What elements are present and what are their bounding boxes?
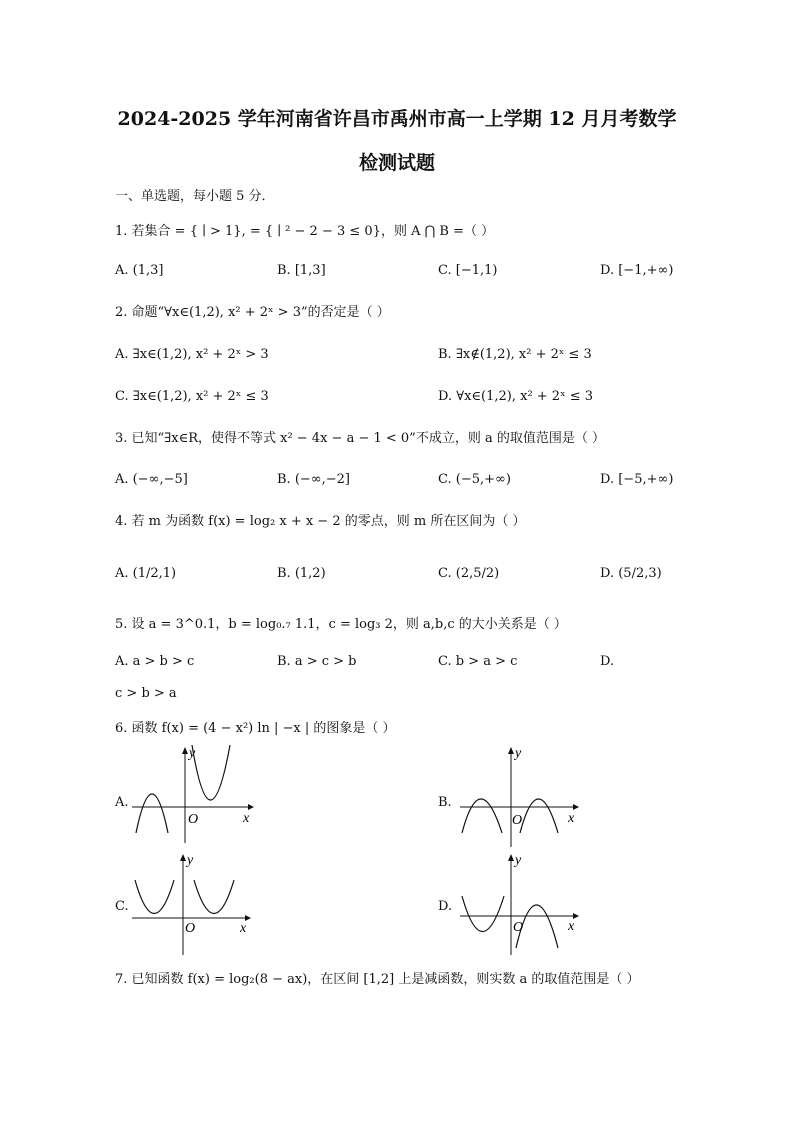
y-axis-label: y — [189, 746, 196, 761]
q3-option-c: C. (−5,+∞) — [438, 472, 511, 487]
origin-label: O — [512, 813, 523, 828]
q5-option-d-continued: c > b > a — [115, 686, 177, 701]
q1-option-a: A. (1,3] — [115, 263, 164, 278]
origin-label: O — [188, 812, 199, 827]
document-title-line2: 检测试题 — [358, 152, 435, 174]
x-axis-label: x — [243, 811, 250, 826]
question-7-stem: 7. 已知函数 f(x) = log₂(8 − ax)，在区间 [1,2] 上是减函数，则实数 a 的取值范围是（ ） — [115, 972, 640, 987]
x-axis-arrow — [573, 804, 579, 810]
y-axis-arrow — [182, 747, 188, 754]
q1-option-b: B. [1,3] — [277, 263, 326, 278]
q5-option-c: C. b > a > c — [438, 654, 518, 669]
q4-option-d: D. (5/2,3) — [600, 566, 662, 581]
q2-option-d: D. ∀x∈(1,2), x² + 2ˣ ≤ 3 — [438, 389, 594, 404]
q4-option-c: C. (2,5/2) — [438, 566, 500, 581]
x-axis-label: x — [568, 919, 575, 934]
q3-option-d: D. [−5,+∞) — [600, 472, 674, 487]
question-3-stem: 3. 已知“∃x∈R，使得不等式 x² − 4x − a − 1 < 0”不成立，则 a 的取值范围是（ ） — [115, 431, 605, 446]
origin-label: O — [185, 921, 196, 936]
question-1-stem: 1. 若集合 = { ∣ > 1}, = { ∣ ² − 2 − 3 ≤ 0}，则 A ⋂ B =（ ） — [115, 224, 495, 239]
q4-option-a: A. (1/2,1) — [115, 566, 177, 581]
question-6-stem: 6. 函数 f(x) = (4 − x²) ln | −x | 的图象是（ ） — [115, 721, 396, 736]
curve-left — [462, 896, 504, 932]
question-2-stem: 2. 命题“∀x∈(1,2), x² + 2ˣ > 3”的否定是（ ） — [115, 305, 390, 320]
origin-label: O — [513, 920, 524, 935]
question-4-stem: 4. 若 m 为函数 f(x) = log₂ x + x − 2 的零点，则 m 所在区间为（ ） — [115, 514, 526, 529]
curve-right — [520, 799, 558, 833]
curve-left — [136, 794, 168, 833]
y-axis-arrow — [508, 854, 514, 861]
x-axis-arrow — [248, 804, 254, 810]
q5-option-b: B. a > c > b — [277, 654, 357, 669]
curve-right — [192, 745, 230, 800]
q5-option-d: D. — [600, 654, 615, 669]
x-axis-label: x — [240, 921, 247, 936]
q6-graph-b — [458, 745, 588, 850]
curve-left — [135, 880, 174, 914]
q1-option-d: D. [−1,+∞) — [600, 263, 674, 278]
y-axis-label: y — [515, 853, 522, 868]
q3-option-a: A. (−∞,−5] — [115, 472, 188, 487]
section-heading: 一、单选题，每小题 5 分． — [115, 189, 275, 204]
q4-option-b: B. (1,2) — [277, 566, 326, 581]
q1-option-c: C. [−1,1) — [438, 263, 498, 278]
x-axis-label: x — [568, 811, 575, 826]
q6-graph-d — [458, 852, 588, 957]
q6-graph-a — [130, 745, 260, 845]
y-axis-label: y — [515, 746, 522, 761]
curve-left — [462, 799, 502, 833]
document-title-line1: 2024-2025 学年河南省许昌市禹州市高一上学期 12 月月考数学 — [117, 108, 677, 130]
q2-option-b: B. ∃x∉(1,2), x² + 2ˣ ≤ 3 — [438, 347, 592, 362]
q6-option-c-label: C. — [115, 899, 129, 914]
q2-option-a: A. ∃x∈(1,2), x² + 2ˣ > 3 — [115, 347, 269, 362]
q3-option-b: B. (−∞,−2] — [277, 472, 350, 487]
q5-option-a: A. a > b > c — [115, 654, 195, 669]
question-5-stem: 5. 设 a = 3^0.1，b = log₀.₇ 1.1，c = log₃ 2，则 a,b,c 的大小关系是（ ） — [115, 617, 567, 632]
y-axis-arrow — [508, 747, 514, 754]
y-axis-arrow — [180, 854, 186, 861]
q6-graph-c — [130, 852, 260, 957]
q2-option-c: C. ∃x∈(1,2), x² + 2ˣ ≤ 3 — [115, 389, 269, 404]
curve-right — [194, 880, 234, 914]
y-axis-label: y — [187, 853, 194, 868]
q6-option-d-label: D. — [438, 899, 453, 914]
q6-option-b-label: B. — [438, 795, 452, 810]
q6-option-a-label: A. — [115, 795, 129, 810]
